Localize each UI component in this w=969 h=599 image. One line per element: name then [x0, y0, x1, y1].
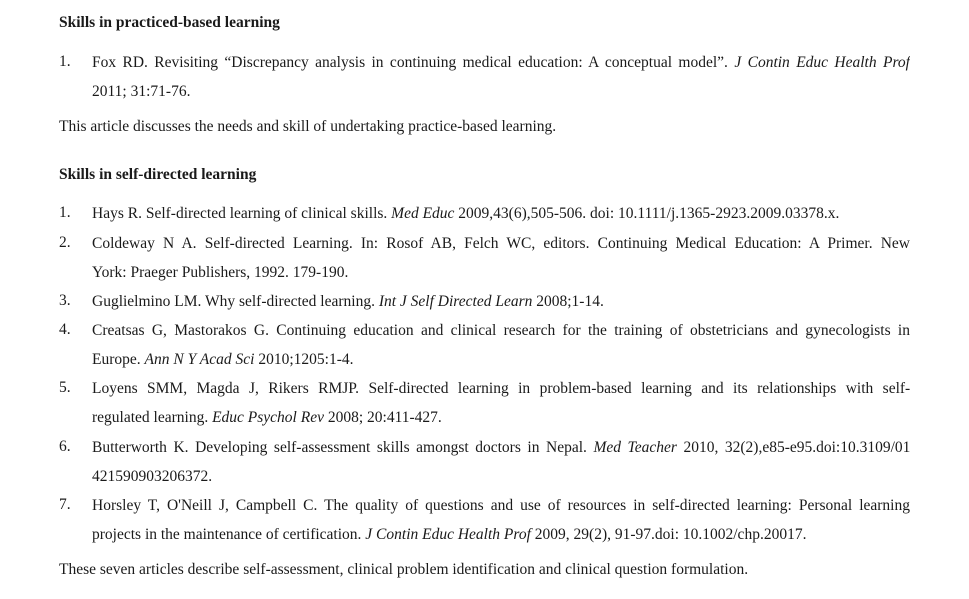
reference-number: 1.: [59, 204, 71, 221]
reference-number: 3.: [59, 292, 71, 309]
reference-line-2: [92, 520, 910, 549]
citation-text: projects in the maintenance of certification.: [92, 526, 366, 543]
citation-text: 2008;1-14.: [532, 293, 604, 310]
citation-text: regulated learning.: [92, 409, 213, 426]
reference-line-1: [92, 491, 910, 520]
reference-text: [92, 374, 910, 432]
reference-number: 1.: [59, 53, 71, 70]
journal-title: J Contin Educ Health Prof: [734, 54, 910, 71]
journal-title: Educ Psychol Rev: [212, 409, 324, 426]
citation-text: York: Praeger Publishers, 1992. 179-190.: [92, 264, 349, 281]
section-heading-self-directed: Skills in self-directed learning: [59, 166, 257, 183]
reference-line-1: [92, 48, 910, 77]
reference-number: 5.: [59, 379, 71, 396]
reference-number: 4.: [59, 321, 71, 338]
citation-text: Coldeway N A. Self-directed Learning. In: Rosof AB, Felch WC, editors. Continuing Medical Education: A Primer. New: [92, 235, 910, 252]
reference-text: [92, 316, 910, 374]
reference-text: [92, 433, 910, 491]
reference-line-2: [92, 462, 910, 491]
citation-text: Guglielmino LM. Why self-directed learning.: [92, 293, 379, 310]
citation-text: Europe.: [92, 351, 145, 368]
journal-title: Ann N Y Acad Sci: [144, 351, 255, 368]
reference-line-1: [92, 199, 910, 228]
reference-line-1: [92, 316, 910, 345]
reference-line-2: [92, 258, 910, 287]
reference-text: [92, 229, 910, 287]
citation-text: Fox RD. Revisiting “Discrepancy analysis in continuing medical education: A conceptual model”.: [92, 54, 735, 71]
citation-text: Loyens SMM, Magda J, Rikers RMJP. Self-directed learning in problem-based learning and its relationships with self-: [92, 380, 910, 397]
citation-text: 2011; 31:71-76.: [92, 83, 191, 100]
citation-text: 2010, 32(2),e85-e95.doi:10.3109/01: [676, 439, 910, 456]
reference-line-1: [92, 287, 910, 316]
reference-line-2: [92, 345, 910, 374]
reference-line-1: [92, 229, 910, 258]
citation-text: 421590903206372.: [92, 468, 213, 485]
citation-text: 2008; 20:411-427.: [323, 409, 442, 426]
reference-line-2: [92, 403, 910, 432]
reference-line-1: [92, 374, 910, 403]
reference-text: [92, 48, 910, 106]
journal-title: Med Teacher: [593, 439, 677, 456]
citation-text: Hays R. Self-directed learning of clinical skills.: [92, 205, 392, 222]
reference-text: [92, 199, 910, 228]
reference-number: 2.: [59, 234, 71, 251]
citation-text: Creatsas G, Mastorakos G. Continuing education and clinical research for the training of obstetricians and gynecologists in: [92, 322, 910, 339]
journal-title: Med Educ: [391, 205, 455, 222]
citation-text: Horsley T, O'Neill J, Campbell C. The quality of questions and use of resources in self-directed learning: Personal learning: [92, 497, 910, 514]
reference-line-1: [92, 433, 910, 462]
citation-text: Butterworth K. Developing self-assessment skills amongst doctors in Nepal.: [92, 439, 594, 456]
section-summary: This article discusses the needs and skill of undertaking practice-based learning.: [59, 118, 557, 135]
reference-line-2: [92, 77, 910, 106]
citation-text: 2009, 29(2), 91-97.doi: 10.1002/chp.20017.: [530, 526, 807, 543]
reference-text: [92, 287, 910, 316]
section-heading-practice-based: Skills in practiced-based learning: [59, 14, 280, 31]
reference-text: [92, 491, 910, 549]
citation-text: 2010;1205:1-4.: [254, 351, 354, 368]
reference-number: 6.: [59, 438, 71, 455]
journal-title: J Contin Educ Health Prof: [365, 526, 531, 543]
citation-text: 2009,43(6),505-506. doi: 10.1111/j.1365-2923.2009.03378.x.: [454, 205, 840, 222]
section-summary: These seven articles describe self-assessment, clinical problem identification and clinical question formulation.: [59, 561, 749, 578]
reference-number: 7.: [59, 496, 71, 513]
journal-title: Int J Self Directed Learn: [378, 293, 533, 310]
